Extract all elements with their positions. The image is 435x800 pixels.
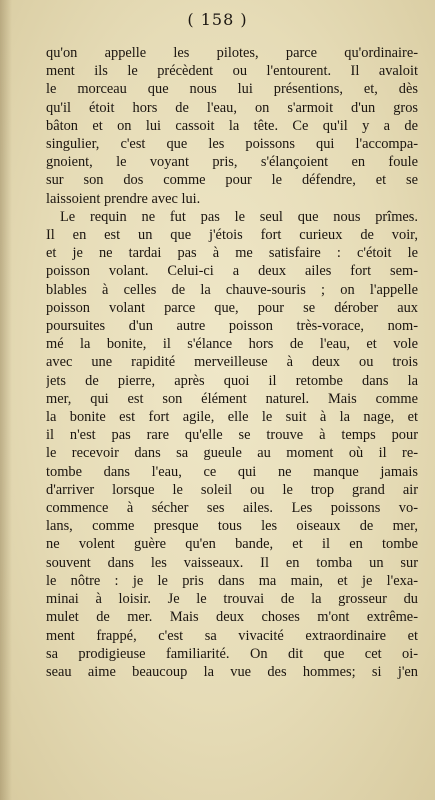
text-line: souvent dans les vaisseaux. Il en tomba un sur [46,554,418,571]
text-line: le nôtre : je le pris dans ma main, et je l'exa- [46,572,418,589]
text-line: qu'on appelle les pilotes, parce qu'ordinaire- [46,45,418,61]
text-line: qu'il étoit hors de l'eau, on s'armoit d'un gros [46,99,418,116]
text-line: le recevoir dans sa gueule au moment où il re- [46,445,418,462]
text-line: le morceau que nous lui présentions, et, dès [46,81,418,98]
paragraph [46,208,418,681]
text-line: sur son dos comme pour le défendre, et se [46,172,418,189]
text-line: d'arriver lorsque le soleil ou le trop grand air [46,481,418,498]
text-line: lans, comme presque tous les oiseaux de mer, [46,518,418,535]
text-line: commence à sécher ses ailes. Les poissons vo- [46,500,418,517]
text-line: tombe dans l'eau, ce qui ne manque jamais [46,463,418,480]
text-line: bâton et on lui cassoit la tête. Ce qu'il y a de [46,117,418,134]
text-line: ne volent guère qu'en bande, et il en tombe [46,536,418,553]
text-line: laissoient prendre avec lui. [46,190,201,207]
text-line: ment frappé, c'est sa vivacité extraordinaire et [46,627,418,644]
text-line: avec une rapidité merveilleuse à deux ou trois [46,354,418,371]
text-line: mer, qui est son élément naturel. Mais comme [46,390,418,407]
binding-shadow [0,0,12,800]
page-number: ( 158 ) [187,10,248,29]
paragraph [46,44,418,208]
text-line: et je ne tardai pas à me satisfaire : c'étoit le [46,245,418,262]
text-line: poursuites d'un autre poisson très-vorace, nom- [46,318,418,335]
text-line: seau aime beaucoup la vue des hommes; si j'en [46,663,418,680]
text-line: mé la bonite, il s'élance hors de l'eau, et vole [46,336,418,353]
text-line: Le requin ne fut pas le seul que nous prîmes. [60,208,418,225]
text-line: la bonite est fort agile, elle le suit à la nage, et [46,409,418,426]
text-line: poisson volant parce que, pour se dérober aux [46,299,418,316]
text-line: poisson volant. Celui-ci a deux ailes fort sem- [46,263,418,280]
body-text [46,44,418,681]
text-line: il n'est pas rare qu'elle se trouve à temps pour [46,427,418,444]
text-line: jets de pierre, après quoi il retombe dans la [46,372,418,389]
text-line: ment ils le précèdent ou l'entourent. Il avaloit [46,63,418,80]
text-line: singulier, c'est que les poissons qui l'accompa- [46,136,418,153]
text-line: Il en est un que j'étois fort curieux de voir, [46,227,418,244]
text-line: gnoient, le voyant pris, s'élançoient en foule [46,154,418,171]
text-line: blables à celles de la chauve-souris ; on l'appelle [46,281,418,298]
text-line: minai à loisir. Je le trouvai de la grosseur du [46,591,418,608]
text-line: sa prodigieuse familiarité. On dit que cet oi- [46,645,418,662]
text-line: mulet de mer. Mais deux choses m'ont extrême- [46,609,418,626]
